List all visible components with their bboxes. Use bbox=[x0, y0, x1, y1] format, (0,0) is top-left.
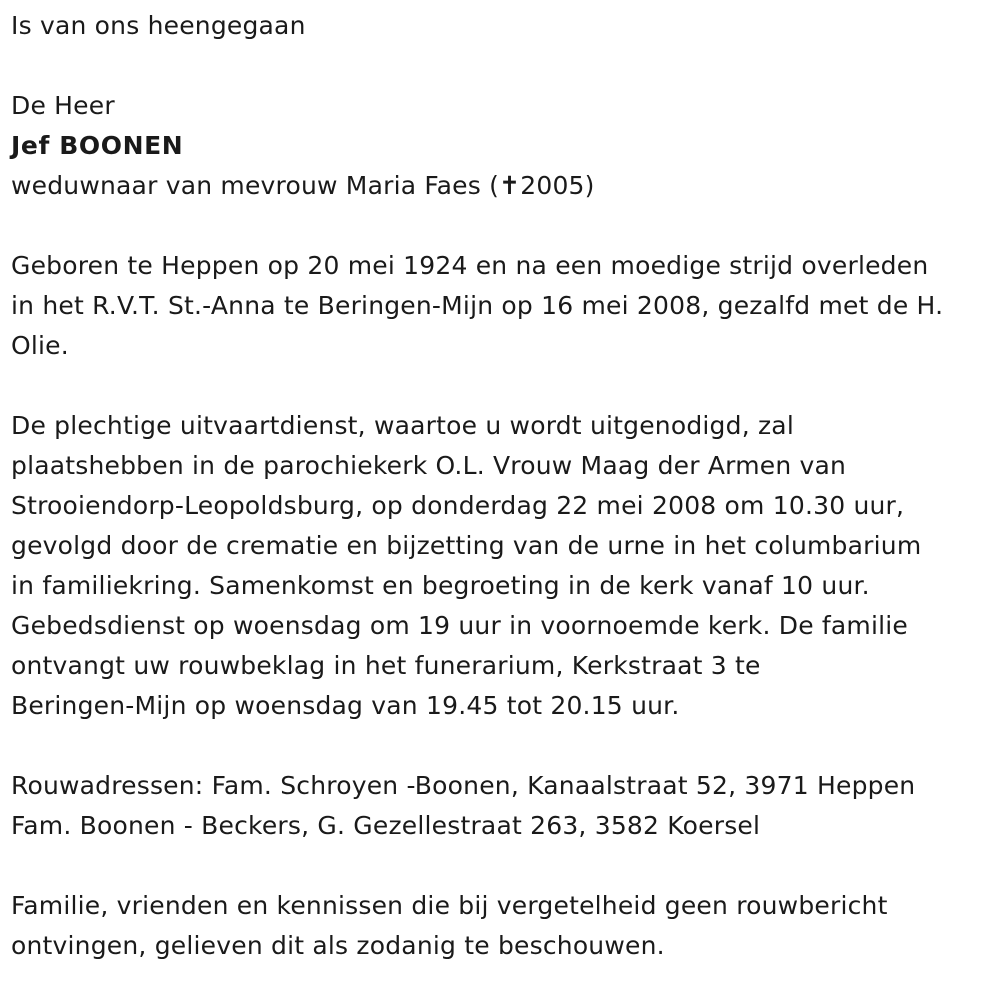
deceased-name: Jef BOONEN bbox=[11, 131, 184, 160]
address-line: Fam. Boonen - Beckers, G. Gezellestraat 263, 3582 Koersel bbox=[11, 811, 761, 840]
paragraph-line: in familiekring. Samenkomst en begroeting in de kerk vanaf 10 uur. bbox=[11, 571, 870, 600]
mourning-addresses bbox=[11, 766, 996, 846]
death-notice bbox=[11, 6, 996, 966]
paragraph-line: Strooiendorp-Leopoldsburg, op donderdag 22 mei 2008 om 10.30 uur, bbox=[11, 491, 905, 520]
paragraph-line: gevolgd door de crematie en bijzetting van de urne in het columbarium bbox=[11, 531, 922, 560]
paragraph-line: Geboren te Heppen op 20 mei 1924 en na een moedige strijd overleden bbox=[11, 251, 929, 280]
paragraph-line: Beringen-Mijn op woensdag van 19.45 tot 20.15 uur. bbox=[11, 691, 680, 720]
widower-line: weduwnaar van mevrouw Maria Faes (✝2005) bbox=[11, 171, 595, 200]
paragraph-line: Olie. bbox=[11, 331, 69, 360]
honorific: De Heer bbox=[11, 91, 115, 120]
funeral-paragraph bbox=[11, 406, 996, 726]
paragraph-line: ontvangt uw rouwbeklag in het funerarium, Kerkstraat 3 te bbox=[11, 651, 761, 680]
address-line: Rouwadressen: Fam. Schroyen -Boonen, Kanaalstraat 52, 3971 Heppen bbox=[11, 771, 916, 800]
paragraph-line: Gebedsdienst op woensdag om 19 uur in voornoemde kerk. De familie bbox=[11, 611, 909, 640]
closing-paragraph bbox=[11, 886, 996, 966]
paragraph-line: in het R.V.T. St.-Anna te Beringen-Mijn op 16 mei 2008, gezalfd met de H. bbox=[11, 291, 944, 320]
spacer bbox=[11, 206, 996, 246]
paragraph-line: plaatshebben in de parochiekerk O.L. Vrouw Maag der Armen van bbox=[11, 451, 847, 480]
spacer bbox=[11, 726, 996, 766]
paragraph-line: De plechtige uitvaartdienst, waartoe u wordt uitgenodigd, zal bbox=[11, 411, 794, 440]
spacer bbox=[11, 46, 996, 86]
birth-paragraph bbox=[11, 246, 996, 366]
spacer bbox=[11, 366, 996, 406]
spacer bbox=[11, 846, 996, 886]
intro-text: Is van ons heengegaan bbox=[11, 11, 306, 40]
paragraph-line: Familie, vrienden en kennissen die bij vergetelheid geen rouwbericht bbox=[11, 891, 888, 920]
paragraph-line: ontvingen, gelieven dit als zodanig te beschouwen. bbox=[11, 931, 665, 960]
